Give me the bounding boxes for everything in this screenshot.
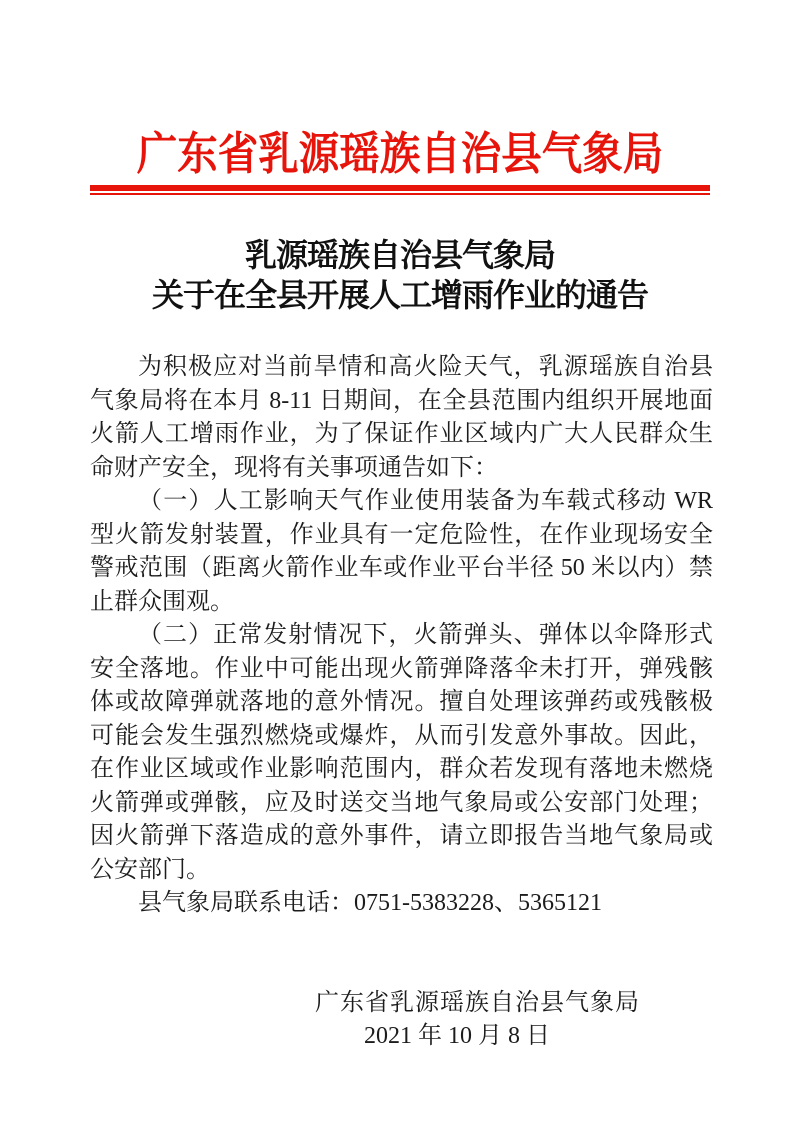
document-title bbox=[40, 235, 760, 315]
signature-block bbox=[0, 987, 800, 1054]
signature-date: 2021 年 10 月 8 日 bbox=[364, 1023, 550, 1049]
letterhead-divider-thin-line bbox=[90, 193, 710, 195]
signature-issuer: 广东省乳源瑶族自治县气象局 bbox=[315, 989, 640, 1016]
letterhead-divider bbox=[90, 185, 710, 195]
paragraph-item-1: （一）人工影响天气作业使用装备为车载式移动 WR 型火箭发射装置，作业具有一定危险性，在作业现场安全警戒范围（距离火箭作业车或作业平台半径 50 米以内）禁止群众围观。 bbox=[90, 488, 713, 615]
document-body bbox=[90, 351, 713, 921]
letterhead-title: 广东省乳源瑶族自治县气象局 bbox=[136, 128, 664, 179]
letterhead bbox=[0, 0, 800, 195]
document-title-line1: 乳源瑶族自治县气象局 bbox=[244, 237, 555, 273]
contact-phone-line: 县气象局联系电话：0751-5383228、5365121 bbox=[138, 890, 602, 916]
document-title-line2: 关于在全县开展人工增雨作业的通告 bbox=[151, 277, 648, 313]
paragraph-intro: 为积极应对当前旱情和高火险天气，乳源瑶族自治县气象局将在本月 8-11 日期间，在全县范围内组织开展地面火箭人工增雨作业，为了保证作业区域内广大人民群众生命财产安全，现将有关事项通告如下： bbox=[90, 354, 713, 481]
paragraph-item-2: （二）正常发射情况下，火箭弹头、弹体以伞降形式安全落地。作业中可能出现火箭弹降落伞未打开，弹残骸体或故障弹就落地的意外情况。擅自处理该弹药或残骸极可能会发生强烈燃烧或爆炸，从而引发意外事故。因此，在作业区域或作业影响范围内，群众若发现有落地未燃烧火箭弹或弹骸，应及时送交当地气象局或公安部门处理；因火箭弹下落造成的意外事件，请立即报告当地气象局或公安部门。 bbox=[90, 622, 713, 883]
letterhead-divider-thick-line bbox=[90, 185, 710, 191]
